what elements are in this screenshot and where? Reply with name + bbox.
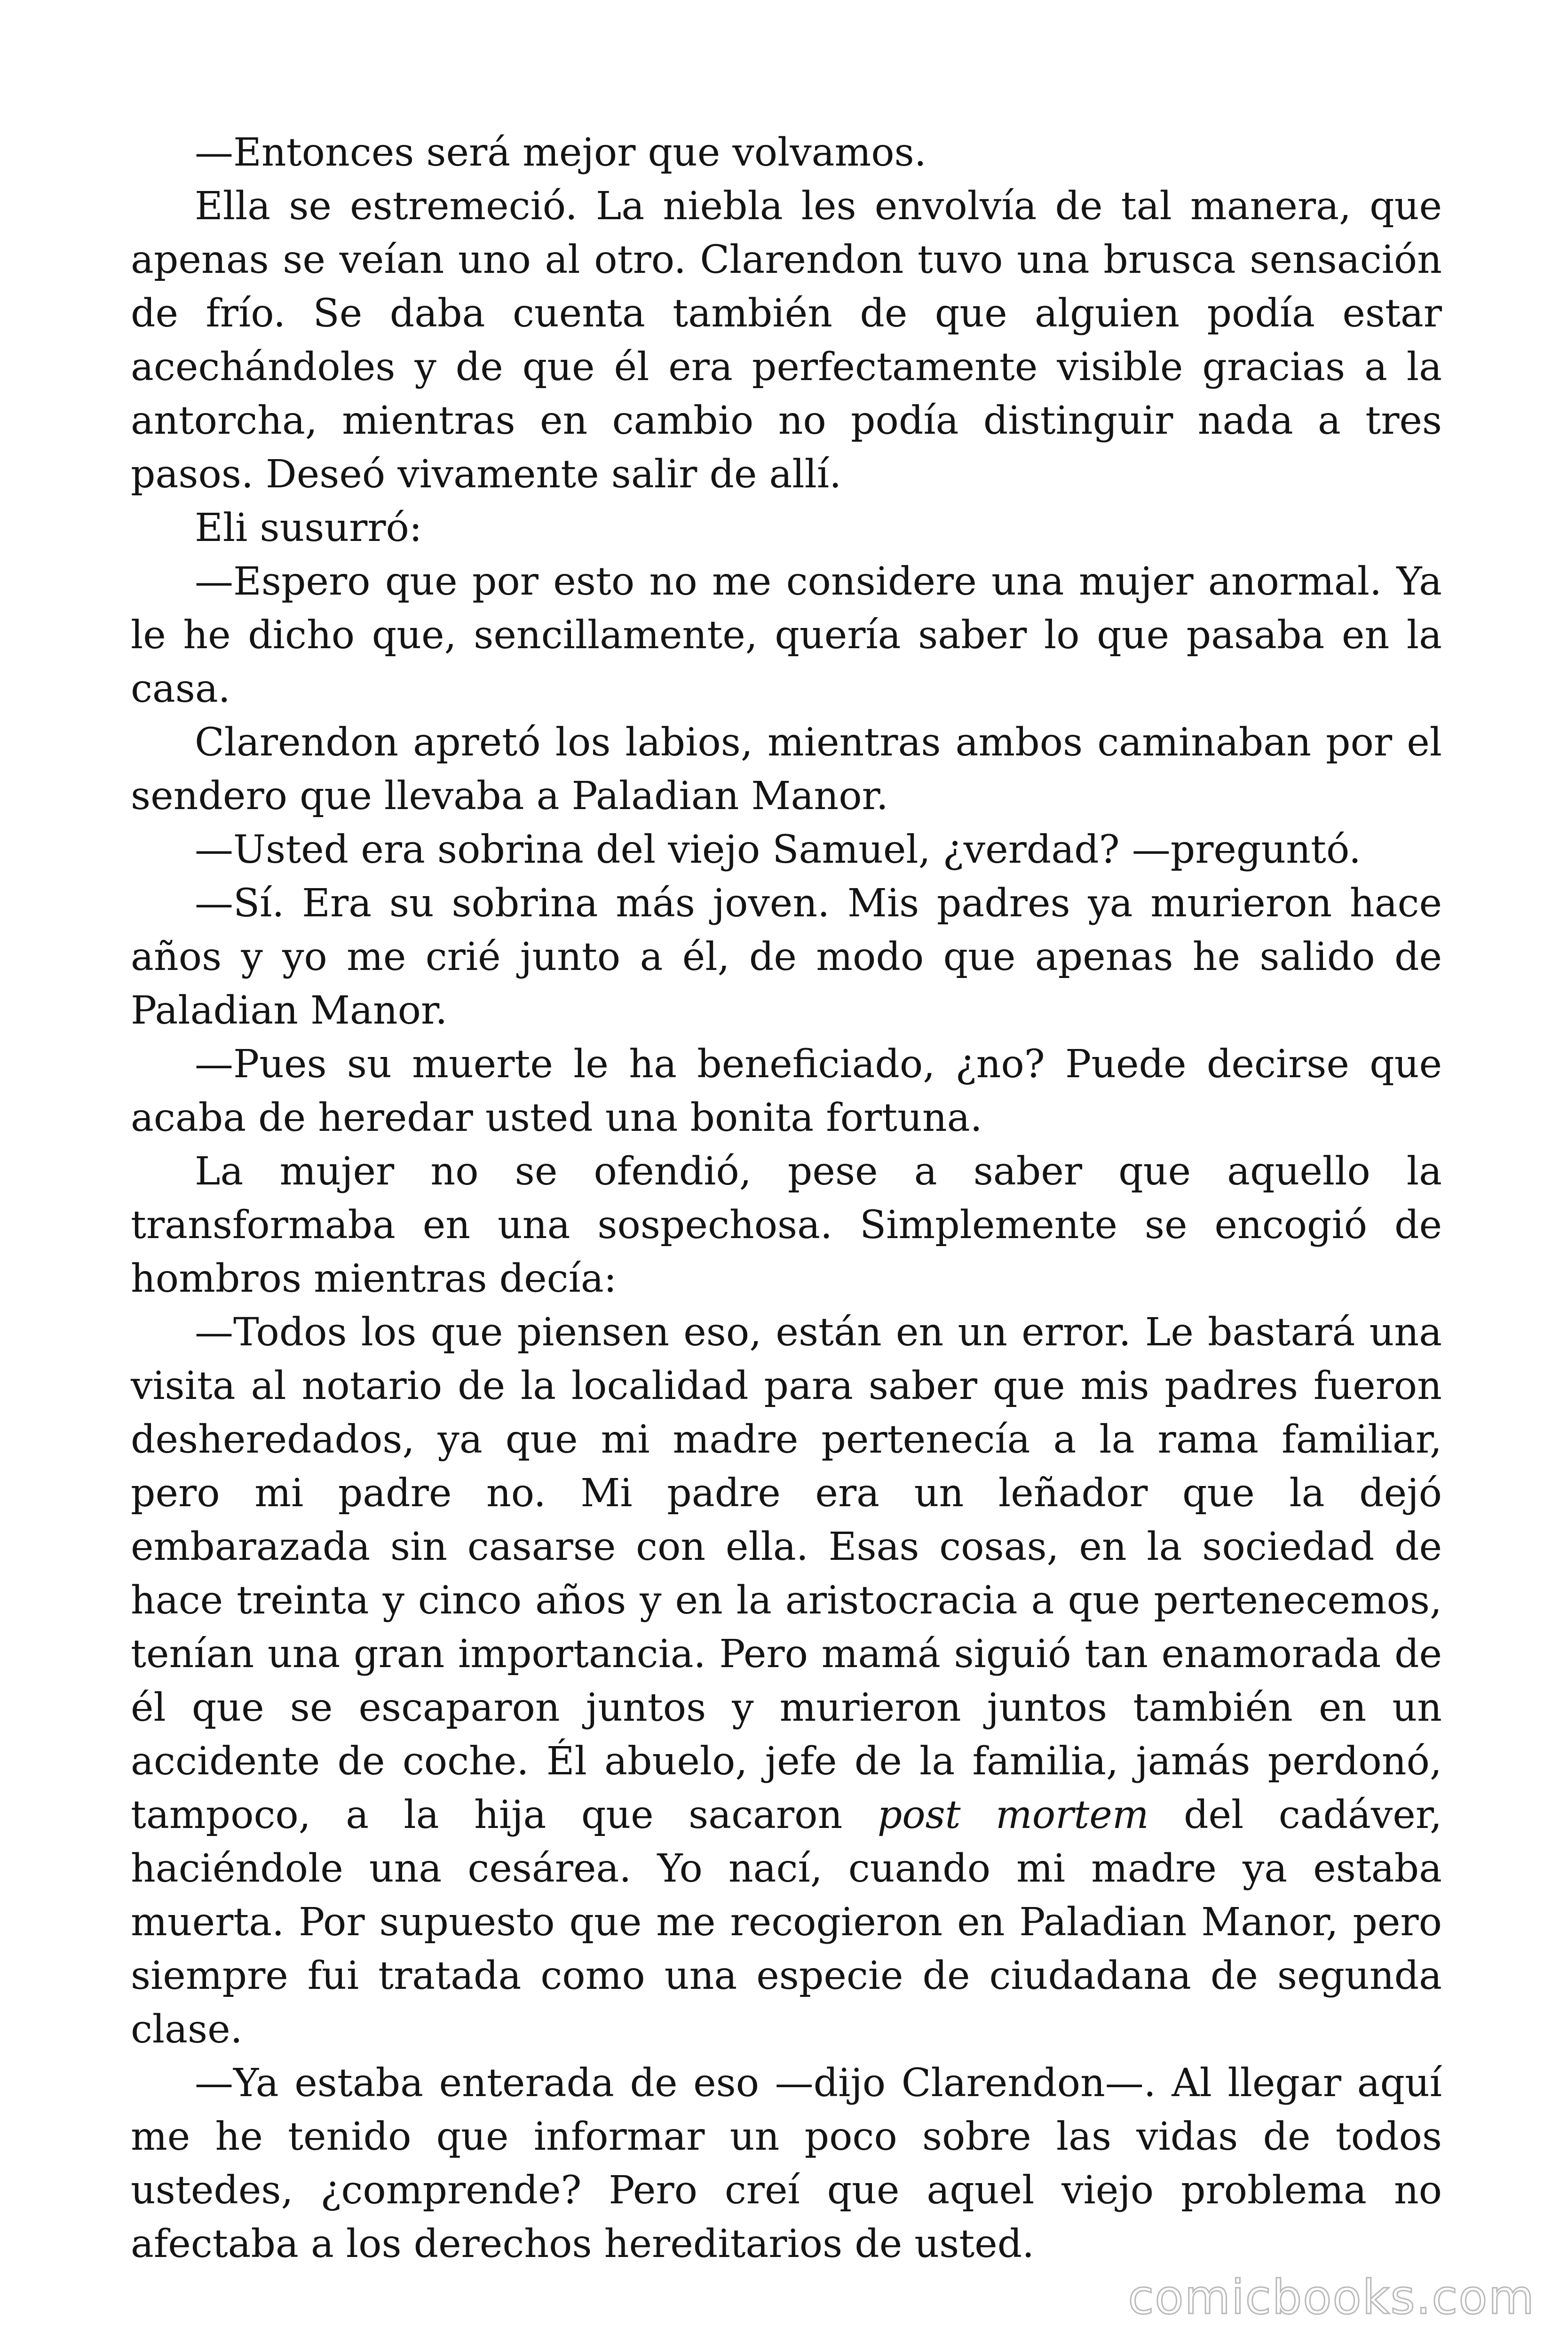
- paragraph: La mujer no se ofendió, pese a saber que aquello la transformaba en una sospechosa. Simplemente se encogió de hombros mientras decía:: [131, 1149, 1442, 1301]
- paragraph: Clarendon apretó los labios, mientras ambos caminaban por el sendero que llevaba a Paladian Manor.: [131, 720, 1442, 818]
- paragraph: [131, 1306, 1442, 2057]
- paragraph: —Usted era sobrina del viejo Samuel, ¿verdad? —preguntó.: [195, 827, 1361, 872]
- paragraph-text: del cadáver, haciéndole una cesárea. Yo nací, cuando mi madre ya estaba muerta. Por supuesto que me recogieron en Paladian Manor, pero siempre fui tratada como una especie de ciudadana de segunda clase.: [131, 1793, 1442, 2052]
- paragraph: —Ya estaba enterada de eso —dijo Clarendon—. Al llegar aquí me he tenido que informar un poco sobre las vidas de todos ustedes, ¿comprende? Pero creí que aquel viejo problema no afectaba a los derechos hereditarios de usted.: [131, 2061, 1442, 2266]
- body-text: [131, 126, 1442, 2271]
- paragraph: Ella se estremeció. La niebla les envolvía de tal manera, que apenas se veían uno al otro. Clarendon tuvo una brusca sensación de frío. Se daba cuenta también de que alguien podía estar acechándoles y de que él era perfectamente visible gracias a la antorcha, mientras en cambio no podía distinguir nada a tres pasos. Deseó vivamente salir de allí.: [131, 184, 1442, 497]
- paragraph: —Espero que por esto no me considere una mujer anormal. Ya le he dicho que, sencillamente, quería saber lo que pasaba en la casa.: [131, 559, 1442, 711]
- watermark: comicbooks.com: [1128, 2270, 1535, 2325]
- italic-phrase: post mortem: [877, 1793, 1149, 1837]
- paragraph: —Sí. Era su sobrina más joven. Mis padres ya murieron hace años y yo me crié junto a él, de modo que apenas he salido de Paladian Manor.: [131, 881, 1442, 1033]
- paragraph: —Pues su muerte le ha beneficiado, ¿no? Puede decirse que acaba de heredar usted una bonita fortuna.: [131, 1042, 1442, 1140]
- paragraph: —Entonces será mejor que volvamos.: [195, 130, 927, 175]
- paragraph: Eli susurró:: [195, 506, 422, 550]
- paragraph-text: —Todos los que piensen eso, están en un error. Le bastará una visita al notario de la localidad para saber que mis padres fueron desheredados, ya que mi madre pertenecía a la rama familiar, pero mi padre no. Mi padre era un leñador que la dejó embarazada sin casarse con ella. Esas cosas, en la sociedad de hace treinta y cinco años y en la aristocracia a que pertenecemos, tenían una gran importancia. Pero mamá siguió tan enamorada de él que se escaparon juntos y murieron juntos también en un accidente de coche. Él abuelo, jefe de la familia, jamás perdonó, tampoco, a la hija que sacaron: [131, 1310, 1442, 1837]
